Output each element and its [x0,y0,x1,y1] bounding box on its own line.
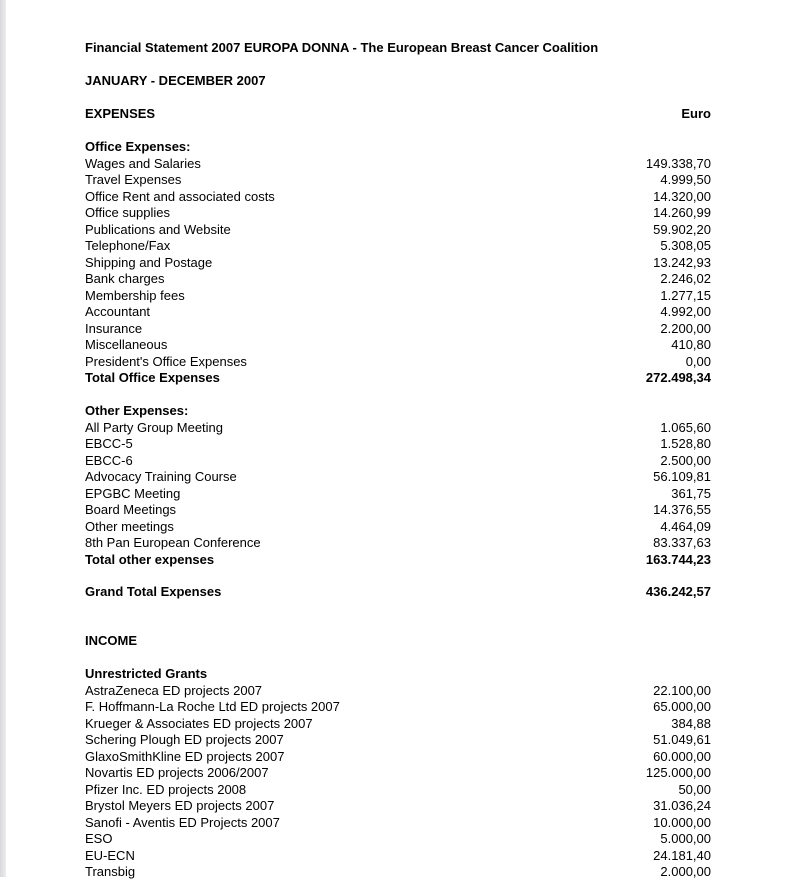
grant-row-label: Brystol Meyers ED projects 2007 [85,798,275,813]
grant-row-amount: 51.049,61 [653,732,711,747]
grant-row [85,683,711,700]
other-expense-total-row-label: Total other expenses [85,551,215,567]
other-expense-row-label: EBCC-6 [85,452,133,468]
other-expense-row-label: All Party Group Meeting [85,419,224,435]
other-expense-row-amount: 14.376,55 [653,502,711,517]
other-expense-row-amount: 1.528,80 [660,436,711,451]
other-expense-total-row-amount: 163.744,23 [645,551,711,567]
other-expense-row-amount: 1.065,60 [660,419,711,435]
other-expense-row [85,420,711,437]
unrestricted-grants-heading: Unrestricted Grants [85,666,208,681]
other-expense-total-row [85,552,711,569]
grant-row-amount: 2.000,00 [660,864,711,879]
grand-total-label: Grand Total Expenses [85,584,222,599]
other-expense-row [85,436,711,453]
grant-row-label: ESO [85,831,113,846]
office-expense-row-label: Membership fees [85,287,185,303]
grant-row-amount: 125.000,00 [645,765,711,780]
currency-label: Euro [681,106,711,121]
office-expense-row-amount: 4.992,00 [660,304,711,319]
office-expense-row-label: Wages and Salaries [85,155,201,171]
other-expense-row-amount: 361,75 [671,485,711,501]
expenses-heading [85,106,711,123]
grant-row-label: GlaxoSmithKline ED projects 2007 [85,748,285,764]
grant-row-amount: 65.000,00 [653,699,711,714]
grant-row-amount: 60.000,00 [653,748,711,764]
office-expense-row-amount: 149.338,70 [645,155,711,171]
income-heading [85,633,711,650]
grant-row-amount: 22.100,00 [653,682,711,698]
other-expense-row [85,486,711,503]
office-expense-row-amount: 2.200,00 [660,320,711,336]
grant-row-label: Transbig [85,864,136,879]
grant-row [85,716,711,733]
office-expense-row [85,271,711,288]
office-expense-total-row-label: Total Office Expenses [85,370,220,385]
office-expense-row-amount: 13.242,93 [653,254,711,270]
office-expense-row [85,189,711,206]
grant-row-amount: 384,88 [671,715,711,731]
grant-row-amount: 50,00 [678,781,711,797]
grant-row [85,831,711,848]
grant-row [85,732,711,749]
reporting-period: JANUARY - DECEMBER 2007 [85,73,266,88]
office-expense-row-label: Telephone/Fax [85,238,171,253]
office-expense-row-label: Publications and Website [85,221,231,237]
grand-total-amount: 436.242,57 [645,584,711,599]
office-expense-total-row-amount: 272.498,34 [645,370,711,385]
office-expense-row-amount: 0,00 [685,353,711,369]
office-expense-row-label: Shipping and Postage [85,254,213,270]
other-expense-row [85,519,711,536]
other-expense-row-label: EPGBC Meeting [85,485,181,501]
office-expense-row-amount: 1.277,15 [660,287,711,303]
grant-row-amount: 31.036,24 [653,798,711,813]
grant-row [85,765,711,782]
office-expense-row [85,172,711,189]
office-expense-row-amount: 410,80 [671,337,711,352]
office-expense-row [85,304,711,321]
office-expense-row-amount: 5.308,05 [660,238,711,253]
office-expenses-heading: Office Expenses: [85,139,191,154]
office-expense-row-amount: 2.246,02 [660,271,711,286]
other-expense-row-label: Board Meetings [85,502,177,517]
other-expense-row-amount: 4.464,09 [660,518,711,534]
grant-row-label: Krueger & Associates ED projects 2007 [85,715,313,731]
other-expense-row-amount: 2.500,00 [660,452,711,468]
grand-total-row [85,584,711,601]
income-heading-label: INCOME [85,633,137,648]
grant-row [85,848,711,865]
grant-row-amount: 10.000,00 [653,814,711,830]
office-expense-row-label: Accountant [85,304,151,319]
expenses-heading-label: EXPENSES [85,106,156,121]
office-expense-total-row [85,370,711,387]
other-expense-row [85,453,711,470]
grant-row-amount: 5.000,00 [660,831,711,846]
office-expense-row [85,156,711,173]
office-expense-row [85,255,711,272]
grant-row-label: Pfizer Inc. ED projects 2008 [85,781,247,797]
office-expense-row [85,354,711,371]
office-expense-row-label: Travel Expenses [85,172,182,187]
office-expense-row-label: Office supplies [85,205,171,220]
office-expense-row [85,337,711,354]
office-expense-row-label: Insurance [85,320,143,336]
other-expense-row-label: EBCC-5 [85,436,133,451]
grant-row-amount: 24.181,40 [653,847,711,863]
office-expense-row [85,205,711,222]
other-expense-row [85,535,711,552]
viewer-left-edge [0,0,6,877]
office-expense-row-amount: 14.260,99 [653,205,711,220]
grant-row-label: AstraZeneca ED projects 2007 [85,682,263,698]
grant-row-label: EU-ECN [85,847,135,863]
grant-row [85,815,711,832]
other-expense-row-amount: 83.337,63 [653,535,711,550]
office-expense-row-amount: 59.902,20 [653,221,711,237]
grant-row-label: Sanofi - Aventis ED Projects 2007 [85,814,280,830]
office-expense-row [85,321,711,338]
grant-row [85,699,711,716]
office-expense-row-amount: 14.320,00 [653,188,711,204]
grant-row-label: Schering Plough ED projects 2007 [85,732,284,747]
other-expense-row-label: Other meetings [85,518,174,534]
office-expense-row [85,222,711,239]
grant-row [85,864,711,881]
grant-row [85,782,711,799]
other-expense-row-label: 8th Pan European Conference [85,535,261,550]
document-title: Financial Statement 2007 EUROPA DONNA - The European Breast Cancer Coalition [85,40,599,55]
grant-row [85,749,711,766]
other-expense-row [85,469,711,486]
grant-row [85,798,711,815]
other-expenses-heading: Other Expenses: [85,403,189,418]
other-expense-row [85,502,711,519]
grant-row-label: Novartis ED projects 2006/2007 [85,765,269,780]
office-expense-row [85,238,711,255]
grant-row-label: F. Hoffmann-La Roche Ltd ED projects 2007 [85,699,340,714]
other-expense-row-label: Advocacy Training Course [85,469,237,484]
office-expense-row-label: Office Rent and associated costs [85,188,275,204]
office-expense-row-label: Bank charges [85,271,165,286]
other-expense-row-amount: 56.109,81 [653,469,711,484]
office-expense-row-label: Miscellaneous [85,337,168,352]
office-expense-row-amount: 4.999,50 [660,172,711,187]
office-expense-row-label: President's Office Expenses [85,353,247,369]
office-expense-row [85,288,711,305]
